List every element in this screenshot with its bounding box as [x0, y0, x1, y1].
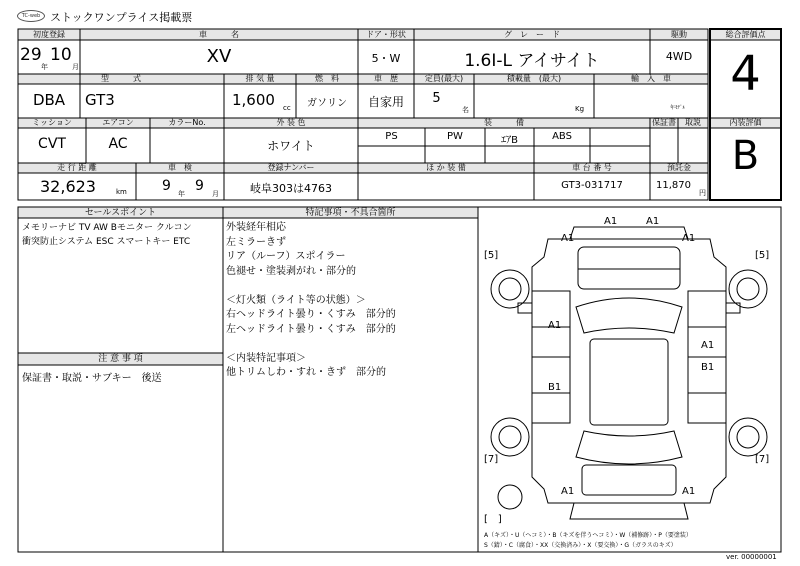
- defect-line: 外装経年相応: [226, 222, 286, 233]
- damage-mark-front-right: A1: [682, 233, 696, 244]
- defect-line: 他トリムしわ・すれ・きず 部分的: [226, 367, 386, 378]
- equip-airbag: ｴｱB: [501, 135, 518, 146]
- drive-type: 4WD: [665, 50, 693, 63]
- damage-mark-front-bumper-left: A1: [604, 216, 618, 227]
- label-equipment: 装 備: [484, 118, 524, 127]
- defect-line: ＜内装特記事項＞: [226, 352, 306, 364]
- label-load: 積載量 (最大): [506, 74, 562, 83]
- label-inspection: 車 検: [168, 163, 192, 172]
- tire-label-front-right: [5]: [755, 250, 770, 261]
- label-color-no: カラーNo.: [168, 118, 206, 127]
- damage-legend-line1: A（キズ）・U（ヘコミ）・B（キズを伴うヘコミ）・W（補修跡）・P（要塗装）: [484, 532, 692, 539]
- model: GT3: [85, 91, 115, 109]
- damage-mark-left-rear: B1: [548, 382, 562, 393]
- inspection-month-unit: 月: [212, 190, 219, 198]
- label-deposit: 預託金: [667, 163, 691, 172]
- grade: 1.6I-L アイサイト: [464, 51, 600, 71]
- capacity-unit: 名: [462, 106, 469, 114]
- sales-point-line: メモリーナビ TV AW Bモニター クルコン: [22, 223, 192, 233]
- chassis-number: GT3-031717: [561, 180, 623, 191]
- fuel: ガソリン: [307, 98, 347, 109]
- label-remarks: 注 意 事 項: [98, 354, 143, 364]
- label-drive: 駆動: [671, 30, 687, 39]
- defect-line: 左ミラーきず: [226, 236, 286, 248]
- label-aircon: エアコン: [102, 118, 134, 127]
- deposit-unit: 円: [699, 189, 706, 197]
- transmission: CVT: [38, 136, 66, 152]
- remarks: 保証書・取説・サブキー 後送: [22, 373, 162, 384]
- tire-label-rear-right: [7]: [755, 454, 770, 465]
- damage-mark-front-bumper-right: A1: [646, 216, 660, 227]
- form-title: ストックワンプライス掲載票: [50, 11, 193, 24]
- damage-mark-right-rear: B1: [701, 362, 715, 373]
- version-label: ver. 00000001: [726, 553, 777, 561]
- label-grade: グ レ ー ド: [504, 30, 560, 39]
- car-diagram: [478, 207, 781, 552]
- model-prefix: DBA: [32, 91, 66, 109]
- equip-abs: ABS: [552, 131, 572, 142]
- label-manual: 取説: [685, 118, 701, 127]
- damage-mark-right-door: A1: [701, 340, 715, 351]
- defect-notes: [226, 221, 396, 381]
- mileage-unit: km: [116, 188, 127, 196]
- first-reg-year-unit: 年: [41, 63, 48, 71]
- label-first-registration: 初度登録: [33, 30, 65, 39]
- aircon: AC: [108, 136, 128, 152]
- displacement: 1,600: [232, 91, 275, 109]
- displacement-unit: cc: [283, 104, 291, 112]
- damage-mark-rear-right: A1: [682, 486, 696, 497]
- mileage: 32,623: [40, 177, 96, 196]
- label-doors: ドア・形状: [366, 30, 406, 39]
- defect-line: ＜灯火類（ライト等の状態）＞: [226, 294, 366, 306]
- logo: TC-web: [17, 10, 45, 22]
- defect-line: 色褪せ・塗装剥がれ・部分的: [226, 265, 356, 277]
- label-usage: 車 歴: [374, 74, 398, 83]
- label-mileage: 走 行 距 離: [57, 163, 97, 172]
- first-reg-month-unit: 月: [72, 63, 79, 71]
- equip-pw: PW: [447, 131, 463, 142]
- label-car-name: 車 名: [199, 30, 239, 39]
- sales-points: [22, 221, 192, 249]
- tire-label-spare: [ ]: [484, 514, 502, 525]
- label-other-equipment: ほ か 装 備: [426, 163, 466, 172]
- label-plate: 登録ナンバー: [267, 163, 315, 172]
- label-warranty: 保証書: [652, 118, 676, 127]
- exterior-color: ホワイト: [267, 139, 315, 153]
- label-defects: 特記事項・不具合箇所: [305, 208, 396, 218]
- defect-line: [226, 337, 396, 352]
- plate-number: 岐阜303は4763: [250, 182, 332, 195]
- damage-mark-front-left: A1: [561, 233, 575, 244]
- door-type: 5・W: [371, 52, 401, 65]
- inspection-month: 9: [195, 178, 204, 194]
- label-interior-score: 内装評価: [729, 118, 762, 127]
- tire-label-front-left: [5]: [484, 250, 499, 261]
- damage-mark-left-door: A1: [548, 320, 562, 331]
- damage-legend-line2: S（錆）・C（腐食）・XX（交換済み）・X（要交換）・G（ガラスのキズ）: [484, 542, 677, 549]
- tire-label-rear-left: [7]: [484, 454, 499, 465]
- label-model: 型 式: [101, 74, 141, 83]
- inspection-year: 9: [162, 178, 171, 194]
- damage-mark-rear-left: A1: [561, 486, 575, 497]
- label-chassis-no: 車 台 番 号: [572, 163, 612, 172]
- defect-line: リア（ルーフ）スポイラー: [226, 251, 346, 262]
- label-mission: ミッション: [32, 118, 72, 127]
- sales-point-line: 衝突防止システム ESC スマートキー ETC: [22, 237, 191, 247]
- overall-score: 4: [730, 46, 761, 102]
- label-ext-color: 外 装 色: [276, 118, 306, 127]
- label-import: 輸 入 車: [631, 74, 671, 83]
- defect-line: [226, 279, 396, 294]
- car-name: XV: [206, 46, 232, 67]
- label-fuel: 燃 料: [315, 74, 339, 83]
- inspection-year-unit: 年: [178, 190, 185, 198]
- capacity: 5: [432, 91, 441, 106]
- deposit: 11,870: [656, 180, 691, 191]
- label-overall-score: 総合評価点: [725, 30, 766, 39]
- import-year-unit: 年ﾓﾃﾞﾙ: [670, 105, 686, 111]
- first-reg-month: 10: [50, 45, 72, 65]
- label-sales-points: セールスポイント: [84, 208, 157, 218]
- label-capacity: 定員(最大): [424, 74, 464, 83]
- first-reg-year: 29: [20, 45, 42, 65]
- defect-line: 右ヘッドライト曇り・くすみ 部分的: [226, 309, 396, 320]
- load-unit: Kg: [575, 105, 585, 113]
- label-displacement: 排 気 量: [245, 74, 275, 83]
- defect-line: 左ヘッドライト曇り・くすみ 部分的: [226, 323, 396, 335]
- equip-ps: PS: [385, 131, 398, 142]
- interior-score: B: [731, 133, 760, 179]
- usage: 自家用: [367, 95, 404, 109]
